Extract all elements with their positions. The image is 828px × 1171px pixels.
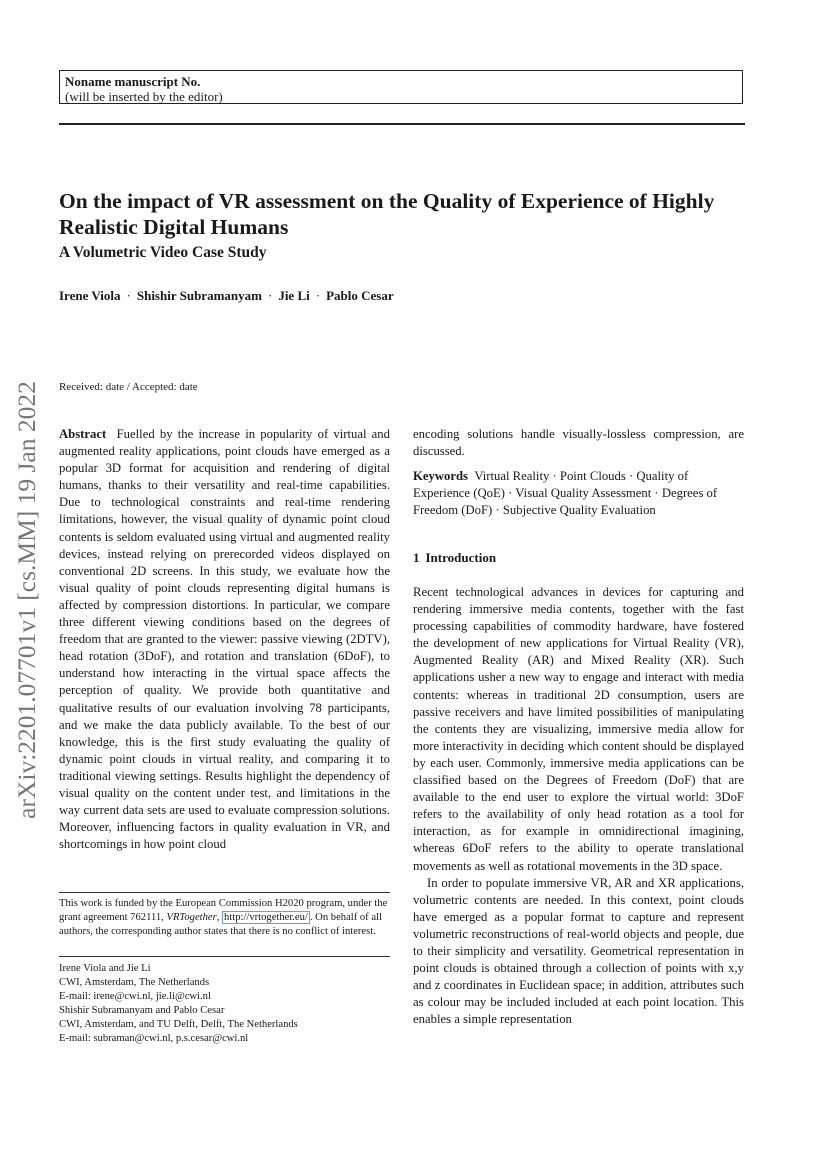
- project-name: VRTogether: [166, 912, 217, 923]
- header-rule: [59, 123, 745, 125]
- manuscript-number-box: [59, 70, 743, 104]
- introduction-body: [413, 584, 744, 1028]
- affiliations: [59, 962, 390, 1046]
- abstract: [59, 426, 390, 853]
- section-number: 1: [413, 550, 420, 565]
- affiliation-line: CWI, Amsterdam, The Netherlands: [59, 977, 210, 988]
- author-name: Shishir Subramanyam: [136, 288, 262, 303]
- author-name: Irene Viola: [59, 288, 121, 303]
- abstract-text: Fuelled by the increase in popularity of virtual and augmented reality applications, point clouds have emerged as a popular 3D format for acquisition and rendering of digital humans, thanks to their versatility and real-time capabilities. Due to technological constraints and real-time rendering limitations, however, the visual quality of dynamic point cloud contents is seldom evaluated using virtual and augmented reality devices, instead relying on prerecorded videos displayed on conventional 2D screens. In this study, we evaluate how the visual quality of point clouds representing digital humans is affected by compression distortions. In particular, we compare three different viewing conditions based on the degrees of freedom that are granted to the viewer: passive viewing (2DTV), head rotation (3DoF), and rotation and translation (6DoF), to understand how interacting in the virtual space affects the perception of quality. We provide both quantitative and qualitative results of our evaluation involving 78 participants, and we make the data publicly available. To the best of our knowledge, this is the first study evaluating the quality of dynamic point clouds in virtual reality, and comparing it to traditional viewing settings. Results highlight the dependency of visual quality on the content under test, and limitations in the way current data sets are used to evaluate compression solutions. Moreover, influencing factors in quality evaluation in VR, and shortcomings in how point cloud: [59, 427, 390, 852]
- keywords: [413, 468, 744, 519]
- arxiv-stamp-text: arXiv:2201.07701v1 [cs.MM] 19 Jan 2022: [12, 381, 41, 819]
- arxiv-stamp: [3, 350, 51, 850]
- author-separator: ·: [315, 288, 321, 303]
- author-name: Pablo Cesar: [326, 288, 394, 303]
- author-list: [59, 288, 394, 304]
- conflict-statement: On behalf of all authors, the corresponding author states that there is no conflict of interest.: [59, 912, 382, 937]
- affiliation-line: Shishir Subramanyam and Pablo Cesar: [59, 1005, 225, 1016]
- keywords-text: Virtual Reality · Point Clouds · Quality of Experience (QoE) · Visual Quality Assessment · Degrees of Freedom (DoF) · Subjective Quality Evaluation: [413, 469, 718, 518]
- manuscript-number-label: Noname manuscript No.: [65, 74, 201, 89]
- abstract-label: Abstract: [59, 427, 107, 441]
- abstract-continuation: [413, 426, 744, 460]
- affiliation-line: E-mail: subraman@cwi.nl, p.s.cesar@cwi.nl: [59, 1033, 249, 1044]
- author-separator: ·: [267, 288, 273, 303]
- section-heading: [413, 550, 496, 566]
- abstract-continuation-text: encoding solutions handle visually-lossless compression, are discussed.: [413, 427, 744, 459]
- affiliation-line: E-mail: irene@cwi.nl, jie.li@cwi.nl: [59, 991, 211, 1002]
- editor-note: (will be inserted by the editor): [65, 89, 223, 104]
- funding-footnote: This work is funded by the European Commission H2020 program, under the grant agreement 762111, VRTogether, http://vrtogether.eu/ . On behalf of all authors, the corresponding author states that there is no conflict of interest.: [59, 898, 388, 937]
- intro-paragraph: Recent technological advances in devices for capturing and rendering immersive media contents, together with the fast processing capabilities of commodity hardware, have fostered the development of new applications for Virtual Reality (VR), Augmented Reality (AR) and Mixed Reality (XR). Such applications usher a new way to engage and interact with media contents: whereas in traditional 2D consumption, users are passive receivers and have limited possibilities of manipulating the contents they are visualizing, immersive media allow for more interactivity in deciding which content should be displayed by each user. Commonly, immersive media applications can be classified based on the Degrees of Freedom (DoF) that are available to the end user to explore the virtual world: 3DoF refers to the availability of only head rotation as a tool for interaction, as for example in omnidirectional imagining, whereas 6DoF refers to the ability to operate translational movements as well as rotational movements in the 3D space.: [413, 585, 744, 873]
- paper-subtitle: A Volumetric Video Case Study: [59, 244, 267, 261]
- funding-text: This work is funded by the European Commission H2020 program, under the grant agreement 762111,: [59, 898, 388, 923]
- affiliation-line: Irene Viola and Jie Li: [59, 963, 151, 974]
- author-name: Jie Li: [278, 288, 310, 303]
- received-accepted-date: Received: date / Accepted: date: [59, 381, 198, 393]
- keywords-label: Keywords: [413, 469, 468, 483]
- affiliation-line: CWI, Amsterdam, and TU Delft, Delft, The Netherlands: [59, 1019, 298, 1030]
- paper-title: On the impact of VR assessment on the Quality of Experience of Highly Realistic Digital Humans: [59, 189, 715, 239]
- author-separator: ·: [126, 288, 131, 303]
- footnote-rule: [59, 892, 390, 893]
- intro-paragraph: In order to populate immersive VR, AR and XR applications, volumetric contents are needed. In this context, point clouds have emerged as a popular format to capture and represent volumetric reconstructions of real-world objects and people, due to their simplicity and versatility. Geometrical representation in point clouds is obtained through a collection of points with x,y and z coordinates in Euclidean space; in addition, attributes such as colour may be included included at each point location. This enables a simple representation: [413, 875, 744, 1027]
- section-title: Introduction: [425, 550, 497, 565]
- affiliation-rule: [59, 956, 390, 957]
- project-link[interactable]: http://vrtogether.eu/: [224, 912, 308, 923]
